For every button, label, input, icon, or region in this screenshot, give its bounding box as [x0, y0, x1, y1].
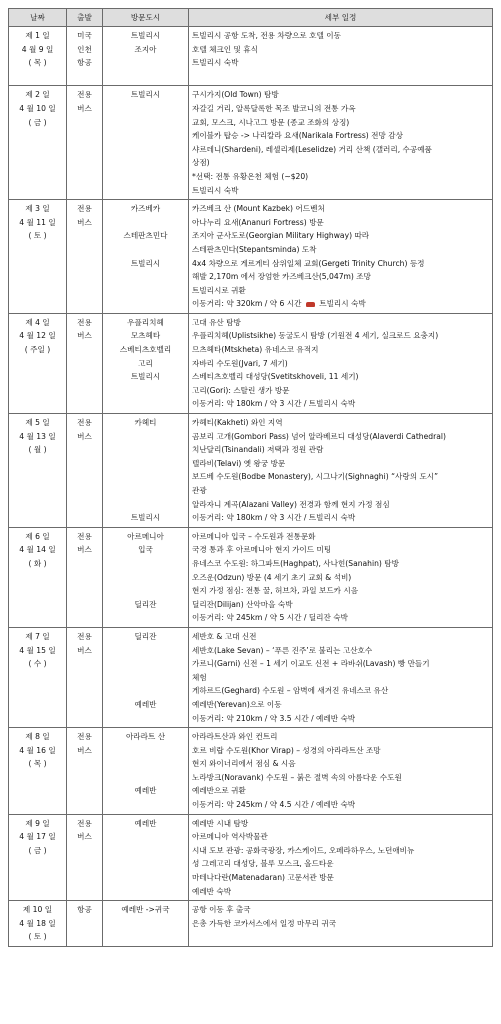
- city-line: [103, 498, 188, 512]
- city-line: 입국: [138, 545, 153, 555]
- transport-cell: [67, 313, 103, 413]
- date-line: ( 토 ): [28, 932, 47, 942]
- city-line: [103, 611, 188, 625]
- date-line: ( 목 ): [28, 759, 47, 769]
- detail-cell: [189, 313, 493, 413]
- city-cell: [103, 728, 189, 815]
- detail-line: 예레반 숙박: [192, 886, 232, 896]
- date-line: 4 월 13 일: [19, 431, 56, 441]
- date-line: 4 월 10 일: [19, 103, 56, 113]
- date-cell: [9, 728, 67, 815]
- header-detail: 세부 일정: [189, 9, 493, 27]
- transport-line: 미국: [77, 31, 92, 40]
- detail-line: 샤르데니(Shardeni), 레셀리제(Leselidze) 거리 산책 (갤러리, 수공예품: [192, 144, 432, 154]
- city-line: 스베티츠호벨리: [119, 345, 172, 355]
- city-line: 우플리치헤: [127, 317, 164, 327]
- date-line: 4 월 15 일: [19, 645, 56, 655]
- detail-line: 관광: [192, 486, 207, 495]
- header-row: [9, 9, 493, 27]
- city-cell: [103, 627, 189, 727]
- day-row: [9, 86, 493, 200]
- transport-cell: [67, 86, 103, 200]
- detail-line: 보드베 수도원(Bodbe Monastery), 시그나기(Sighnaghi) “사랑의 도시”: [192, 472, 439, 482]
- city-line: [103, 457, 188, 471]
- detail-line: 알라자니 계곡(Alazani Valley) 전경과 함께 현지 가정 점심: [192, 499, 390, 509]
- city-line: [103, 644, 188, 658]
- detail-line: 체험: [192, 672, 207, 682]
- detail-line: 예레반으로 귀환: [192, 786, 246, 796]
- transport-line: 전용: [77, 90, 92, 100]
- city-line: [103, 684, 188, 698]
- day-row: [9, 27, 493, 86]
- detail-cell: [189, 901, 493, 947]
- city-cell: [103, 86, 189, 200]
- city-line: 모츠헤타: [130, 331, 161, 341]
- date-line: ( 주일 ): [24, 345, 51, 355]
- date-cell: [9, 414, 67, 528]
- date-line: 제 6 일: [25, 531, 50, 541]
- transport-cell: [67, 27, 103, 86]
- city-line: 아라라트 산: [125, 732, 166, 742]
- day-row: [9, 728, 493, 815]
- detail-line: 교회, 모스크, 시나고그 방문 (종교 조화의 상징): [192, 117, 350, 127]
- city-line: 카헤티: [134, 418, 157, 428]
- detail-line: 게하르드(Geghard) 수도원 – 암벽에 새겨진 유네스코 유산: [192, 686, 389, 696]
- detail-line: 현지 와이너리에서 점심 & 시음: [192, 759, 296, 769]
- detail-line: 해발 2,170m 에서 장엄한 카즈베크산(5,047m) 조망: [192, 272, 371, 282]
- detail-cell: [189, 27, 493, 86]
- day-row: [9, 627, 493, 727]
- city-line: 아르메니아: [127, 531, 164, 541]
- date-line: 4 월 12 일: [19, 331, 56, 341]
- detail-cell: [189, 414, 493, 528]
- city-line: 예레반: [134, 699, 157, 709]
- detail-cell: [189, 527, 493, 627]
- city-line: 예레반: [134, 818, 157, 828]
- transport-line: 전용: [77, 418, 92, 428]
- city-line: 딜리잔: [134, 599, 157, 609]
- detail-cell: [189, 200, 493, 314]
- detail-line: 자바리 수도원(Jvari, 7 세기): [192, 358, 288, 368]
- detail-line: 예레반(Yerevan)으로 이동: [192, 699, 282, 709]
- transport-line: 전용: [77, 317, 92, 327]
- date-line: 제 4 일: [25, 317, 50, 327]
- detail-line: 이동거리: 약 180km / 약 3 시간 / 트빌리시 숙박: [192, 513, 356, 523]
- day-row: [9, 200, 493, 314]
- date-line: 제 5 일: [25, 418, 50, 428]
- transport-line: 버스: [77, 103, 92, 113]
- day-row: [9, 414, 493, 528]
- detail-line: 이동거리: 약 245km / 약 5 시간 / 딜리잔 숙박: [192, 613, 348, 623]
- detail-line: 트빌리시 숙박: [192, 185, 239, 195]
- city-line: 예레반 ->귀국: [121, 905, 170, 915]
- detail-line: 아르메니아 입국 – 수도원과 전통문화: [192, 531, 316, 541]
- transport-cell: [67, 901, 103, 947]
- city-line: 트빌리시: [130, 372, 161, 382]
- city-line: 고리: [138, 358, 153, 368]
- date-line: 4 월 17 일: [19, 832, 56, 842]
- transport-line: 버스: [77, 217, 92, 227]
- city-line: [103, 56, 188, 70]
- transport-cell: [67, 627, 103, 727]
- date-cell: [9, 86, 67, 200]
- city-line: [103, 584, 188, 598]
- city-line: [103, 744, 188, 758]
- date-line: 제 2 일: [25, 90, 50, 100]
- date-line: 4 월 11 일: [19, 217, 56, 227]
- date-line: ( 월 ): [28, 445, 47, 455]
- date-line: ( 목 ): [28, 58, 47, 68]
- date-cell: [9, 200, 67, 314]
- date-cell: [9, 27, 67, 86]
- date-cell: [9, 814, 67, 901]
- transport-line: 항공: [77, 905, 92, 915]
- detail-line: 4x4 차량으로 게르게티 삼위일체 교회(Gergeti Trinity Church) 등정: [192, 258, 425, 268]
- detail-line: 예레반 시내 탐방: [192, 818, 249, 828]
- detail-line: 텔라비(Telavi) 옛 왕궁 방문: [192, 458, 286, 468]
- detail-line: 유네스코 수도원: 하그파트(Haghpat), 사나힌(Sanahin) 탐방: [192, 558, 399, 568]
- header-city: 방문도시: [103, 9, 189, 27]
- transport-line: 버스: [77, 331, 92, 341]
- detail-line: 국경 통과 후 아르메니아 현지 가이드 미팅: [192, 545, 332, 555]
- date-line: 제 10 일: [22, 905, 53, 915]
- transport-line: 버스: [77, 545, 92, 555]
- city-cell: [103, 527, 189, 627]
- detail-line: 트빌리시로 귀환: [192, 285, 246, 295]
- city-line: 트빌리시: [130, 90, 161, 100]
- detail-line: 이동거리: 약 180km / 약 3 시간 / 트빌리시 숙박: [192, 399, 356, 409]
- city-line: [103, 284, 188, 298]
- city-line: [103, 470, 188, 484]
- city-line: [103, 798, 188, 812]
- transport-cell: [67, 728, 103, 815]
- date-line: ( 토 ): [28, 231, 47, 241]
- city-line: 조지아: [134, 44, 157, 54]
- detail-line: 이동거리: 약 210km / 약 3.5 시간 / 예레반 숙박: [192, 713, 356, 723]
- date-line: 제 8 일: [25, 732, 50, 742]
- city-line: [103, 484, 188, 498]
- detail-line: 아라라트산과 와인 컨트리: [192, 732, 278, 742]
- transport-line: 전용: [77, 631, 92, 641]
- detail-line: 호르 비랍 수도원(Khor Virap) – 성경의 아라라트산 조망: [192, 745, 381, 755]
- car-icon: [306, 302, 315, 307]
- transport-line: 버스: [77, 832, 92, 842]
- detail-line: *선택: 전통 유황온천 체험 (~$20): [192, 171, 309, 181]
- transport-cell: [67, 814, 103, 901]
- detail-line: 이동거리: 약 245km / 약 4.5 시간 / 예레반 숙박: [192, 800, 356, 810]
- date-line: 4 월 14 일: [19, 545, 56, 555]
- city-line: 트빌리시: [130, 258, 161, 268]
- day-row: [9, 313, 493, 413]
- day-row: [9, 814, 493, 901]
- transport-cell: [67, 414, 103, 528]
- date-line: 4 월 18 일: [19, 918, 56, 928]
- detail-line: 시내 도보 관광: 공화국광장, 카스케이드, 오페라하우스, 노던애비뉴: [192, 845, 415, 855]
- detail-cell: [189, 86, 493, 200]
- detail-line: 카헤티(Kakheti) 와인 지역: [192, 418, 283, 428]
- transport-line: 버스: [77, 645, 92, 655]
- detail-line: 가르니(Garni) 신전 – 1 세기 이교도 신전 + 라바쉬(Lavash) 빵 만들기: [192, 659, 430, 669]
- detail-line: 케이블카 탑승 -> 나리칼라 요새(Narikala Fortress) 전망 감상: [192, 131, 403, 141]
- day-row: [9, 901, 493, 947]
- city-line: [103, 557, 188, 571]
- city-line: 딜리잔: [134, 631, 157, 641]
- city-line: [103, 443, 188, 457]
- city-line: [103, 430, 188, 444]
- detail-line: 세반호(Lake Sevan) – ‘푸른 진주’로 불리는 고산호수: [192, 645, 373, 655]
- transport-line: 전용: [77, 818, 92, 828]
- transport-line: 전용: [77, 732, 92, 742]
- header-date: 날짜: [9, 9, 67, 27]
- detail-line: 고리(Gori): 스탈린 생가 방문: [192, 385, 290, 395]
- city-line: 예레반: [134, 786, 157, 796]
- city-line: 카즈베카: [130, 204, 161, 214]
- detail-line: 공항 이동 후 출국: [192, 905, 251, 915]
- transport-line: 인천: [77, 44, 92, 54]
- city-line: 트빌리시: [130, 513, 161, 523]
- header-transport: 출발: [67, 9, 103, 27]
- date-cell: [9, 313, 67, 413]
- detail-line: 현지 가정 점심: 전통 꿀, 허브차, 과일 보드카 시음: [192, 586, 359, 596]
- city-cell: [103, 313, 189, 413]
- detail-line: 노라방크(Noravank) 수도원 – 붉은 절벽 속의 아름다운 수도원: [192, 772, 402, 782]
- detail-cell: [189, 728, 493, 815]
- detail-line: 고대 유산 탐방: [192, 317, 241, 327]
- date-line: 4 월 16 일: [19, 745, 56, 755]
- city-cell: [103, 27, 189, 86]
- date-line: 제 3 일: [25, 204, 50, 214]
- transport-line: 버스: [77, 745, 92, 755]
- city-cell: [103, 414, 189, 528]
- detail-line: 세반호 & 고대 신전: [192, 631, 257, 641]
- detail-line: 조지아 군사도로(Georgian Military Highway) 따라: [192, 231, 370, 241]
- detail-line: 이동거리: 약 320km / 약 6 시간 트빌리시 숙박: [192, 299, 366, 309]
- city-line: [103, 657, 188, 671]
- detail-line: 트빌리시 공항 도착, 전용 차량으로 호텔 이동: [192, 31, 341, 40]
- detail-line: 상점): [192, 158, 210, 168]
- transport-line: 버스: [77, 431, 92, 441]
- city-cell: [103, 814, 189, 901]
- detail-line: 스테판츠민다(Stepantsminda) 도착: [192, 244, 317, 254]
- date-line: ( 수 ): [28, 659, 47, 669]
- day-row: [9, 527, 493, 627]
- detail-line: 마테나다란(Matenadaran) 고문서관 방문: [192, 873, 334, 883]
- date-cell: [9, 627, 67, 727]
- transport-line: 전용: [77, 204, 92, 214]
- transport-line: 항공: [77, 58, 92, 68]
- detail-line: 아르메니아 역사박물관: [192, 832, 268, 842]
- transport-line: 전용: [77, 531, 92, 541]
- detail-line: 우플리치헤(Uplistsikhe) 동굴도시 탐방 (기원전 4 세기, 실크로드 요충지): [192, 331, 439, 341]
- date-cell: [9, 901, 67, 947]
- city-line: [103, 571, 188, 585]
- detail-line: 므츠헤타(Mtskheta) 유네스코 유적지: [192, 345, 319, 355]
- detail-line: 치난달리(Tsinandali) 저택과 정원 관람: [192, 445, 324, 455]
- detail-line: 자갈길 거리, 알록달록한 목조 발코니의 전통 가옥: [192, 103, 356, 113]
- detail-line: 성 그레고리 대성당, 블루 모스크, 올드타운: [192, 859, 334, 869]
- detail-line: 카즈베크 산 (Mount Kazbek) 어드벤처: [192, 204, 325, 214]
- detail-line: 곰보리 고개(Gombori Pass) 넘어 알라베르디 대성당(Alaverdi Cathedral): [192, 431, 446, 441]
- date-line: ( 화 ): [28, 558, 47, 568]
- city-line: 트빌리시: [130, 31, 161, 40]
- city-line: [103, 771, 188, 785]
- detail-line: 은총 가득한 코카서스에서 일정 마무리 귀국: [192, 918, 337, 928]
- date-line: ( 금 ): [28, 845, 47, 855]
- city-line: [103, 297, 188, 311]
- detail-line: 호텔 체크인 및 휴식: [192, 44, 258, 54]
- city-line: [103, 70, 188, 84]
- date-line: 4 월 9 일: [21, 44, 54, 54]
- city-line: [103, 243, 188, 257]
- detail-line: 트빌리시 숙박: [192, 58, 239, 68]
- detail-cell: [189, 627, 493, 727]
- date-line: 제 1 일: [25, 31, 50, 40]
- detail-line: 아나누리 요새(Ananuri Fortress) 방문: [192, 217, 324, 227]
- transport-cell: [67, 200, 103, 314]
- date-line: 제 7 일: [25, 631, 50, 641]
- city-line: 스테판츠민다: [123, 231, 168, 241]
- city-line: [103, 270, 188, 284]
- city-cell: [103, 200, 189, 314]
- city-line: [103, 757, 188, 771]
- itinerary-table: [8, 8, 493, 947]
- detail-line: 딜리잔(Dilijan) 산악마을 숙박: [192, 599, 293, 609]
- date-line: 제 9 일: [25, 818, 50, 828]
- date-line: ( 금 ): [28, 117, 47, 127]
- transport-cell: [67, 527, 103, 627]
- date-cell: [9, 527, 67, 627]
- detail-cell: [189, 814, 493, 901]
- city-cell: [103, 901, 189, 947]
- city-line: [103, 671, 188, 685]
- city-line: [103, 712, 188, 726]
- detail-line: 오즈운(Odzun) 방문 (4 세기 초기 교회 & 석비): [192, 572, 352, 582]
- detail-line: 구시가지(Old Town) 탐방: [192, 90, 279, 100]
- city-line: [103, 216, 188, 230]
- detail-line: 스베티츠호벨리 대성당(Svetitskhoveli, 11 세기): [192, 372, 359, 382]
